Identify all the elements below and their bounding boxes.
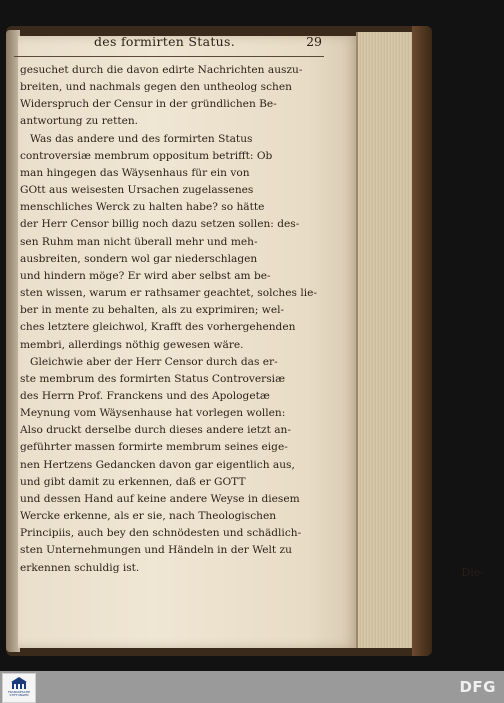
text-line: Principiis, auch bey den schnödesten und schädlich- xyxy=(20,527,302,540)
text-line: geführter massen formirte membrum seines eige- xyxy=(20,441,288,454)
text-line: der Herr Censor billig noch dazu setzen sollen: des- xyxy=(20,218,300,231)
text-line: ches letztere gleichwol, Krafft des vorhergehenden xyxy=(20,321,296,334)
text-line: sen Ruhm man nicht überall mehr und meh- xyxy=(20,235,258,248)
text-line: Wercke erkenne, als er sie, nach Theologischen xyxy=(20,510,277,523)
catchword: Die- xyxy=(461,566,484,579)
text-line: sten Unternehmungen und Händeln in der Welt zu xyxy=(20,544,292,557)
text-line: Meynung vom Wäysenhause hat vorlegen wollen: xyxy=(20,407,286,420)
text-line: breiten, und nachmals gegen den untheolog schen xyxy=(20,81,292,94)
text-line: nen Hertzens Gedancken davon gar eigentlich aus, xyxy=(20,458,295,471)
running-head: des formirten Status. xyxy=(94,34,235,49)
library-logo-text: FRANCKESCHE STIFTUNGEN xyxy=(7,690,31,698)
text-line: des Herrn Prof. Franckens und des Apologetæ xyxy=(20,389,270,402)
text-line: membri, allerdings nöthig gewesen wäre. xyxy=(20,338,244,351)
text-line: controversiæ membrum oppositum betrifft: Ob xyxy=(20,149,273,162)
text-line: Gleichwie aber der Herr Censor durch das er- xyxy=(30,355,278,368)
text-line: und hindern möge? Er wird aber selbst am be- xyxy=(20,269,271,282)
text-line: ste membrum des formirten Status Controversiæ xyxy=(20,372,286,385)
text-line: antwortung zu retten. xyxy=(20,115,139,128)
text-line: ber in mente zu behalten, als zu exprimiren; wel- xyxy=(20,304,285,317)
building-icon xyxy=(10,676,28,690)
dfg-logo[interactable]: DFG xyxy=(459,678,496,696)
text-line: menschliches Werck zu halten habe? so hätte xyxy=(20,201,265,214)
text-line: Was das andere und des formirten Status xyxy=(30,132,253,145)
text-line: und gibt damit zu erkennen, daß er GOTT xyxy=(20,475,246,488)
page-block-edge xyxy=(356,32,416,648)
footer-bar xyxy=(0,671,504,703)
text-line: GOtt aus weisesten Ursachen zugelassenes xyxy=(20,184,254,197)
text-line: und dessen Hand auf keine andere Weyse in diesem xyxy=(20,492,300,505)
body-text xyxy=(20,62,332,577)
text-line: Also druckt derselbe durch dieses andere ietzt an- xyxy=(20,424,291,437)
text-line: erkennen schuldig ist. xyxy=(20,561,140,574)
text-line: Widerspruch der Censur in der gründlichen Be- xyxy=(20,98,277,111)
text-line: ausbreiten, sondern wol gar niederschlagen xyxy=(20,252,258,265)
page-header xyxy=(18,34,322,54)
text-line: man hingegen das Wäysenhaus für ein von xyxy=(20,166,250,179)
header-rule xyxy=(14,56,324,57)
book-cover-edge xyxy=(412,26,432,656)
page-number: 29 xyxy=(306,34,322,49)
text-line: gesuchet durch die davon edirte Nachrichten auszu- xyxy=(20,64,303,76)
text-line: sten wissen, warum er rathsamer geachtet, solches lie- xyxy=(20,287,317,300)
library-logo[interactable] xyxy=(2,673,36,703)
